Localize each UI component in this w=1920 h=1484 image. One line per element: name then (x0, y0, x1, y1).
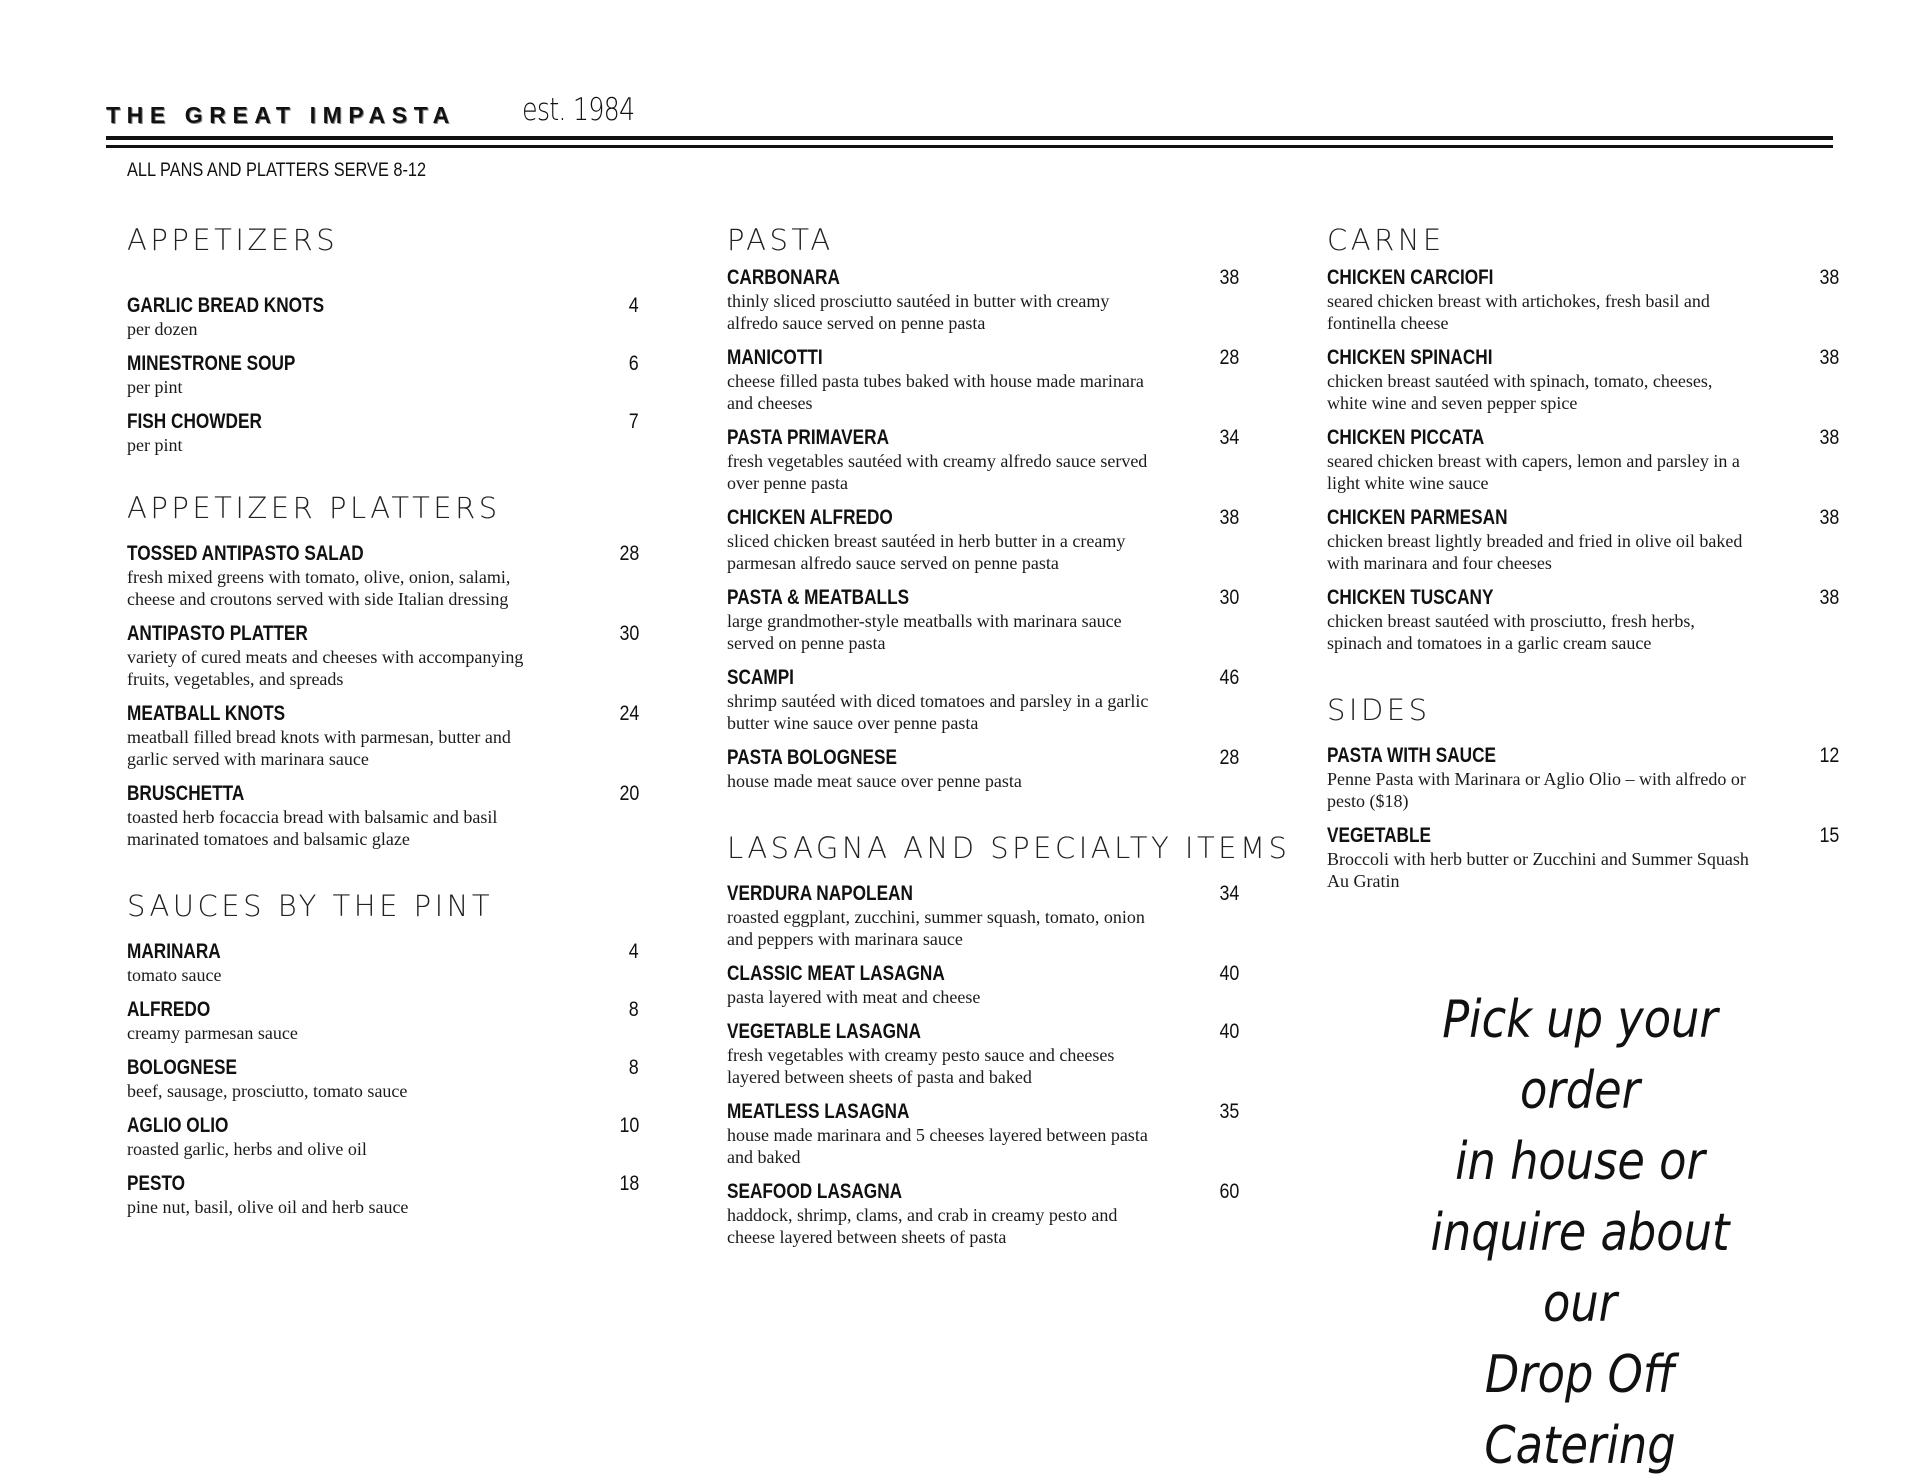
menu-item (127, 542, 639, 610)
serving-note: ALL PANS AND PLATTERS SERVE 8-12 (127, 160, 427, 181)
menu-item (127, 998, 639, 1044)
menu-item-price: 28 (619, 542, 639, 565)
menu-item-name: MANICOTTI (727, 346, 823, 369)
menu-item (727, 586, 1239, 654)
menu-item (127, 1172, 639, 1218)
menu-item-description: sliced chicken breast sautéed in herb butter in a creamy parmesan alfredo sauce served on penne pasta (727, 531, 1126, 573)
menu-item-name: MEATBALL KNOTS (127, 702, 286, 725)
menu-item (127, 702, 639, 770)
section-title: PASTA (727, 223, 834, 257)
menu-item-price: 38 (1819, 506, 1839, 529)
menu-item-price: 8 (629, 1056, 639, 1079)
menu-item-price: 38 (1819, 586, 1839, 609)
section-appetizers (127, 218, 639, 456)
menu-item-price: 8 (629, 998, 639, 1021)
menu-item-description: shrimp sautéed with diced tomatoes and parsley in a garlic butter wine sauce over penne pasta (727, 691, 1149, 733)
menu-column-left (127, 218, 639, 1252)
menu-item-price: 28 (1219, 746, 1239, 769)
section-title: LASAGNA AND SPECIALTY ITEMS (727, 831, 1291, 865)
menu-item-name: AGLIO OLIO (127, 1114, 229, 1137)
menu-item-price: 34 (1219, 882, 1239, 905)
menu-item-description: tomato sauce (127, 965, 222, 985)
menu-item (1327, 346, 1839, 414)
menu-item (1327, 824, 1839, 892)
menu-item-price: 24 (619, 702, 639, 725)
menu-item-name: ANTIPASTO PLATTER (127, 622, 308, 645)
menu-item (127, 622, 639, 690)
menu-item (1327, 744, 1839, 812)
menu-item (727, 266, 1239, 334)
menu-item-description: roasted eggplant, zucchini, summer squash, tomato, onion and peppers with marinara sauce (727, 907, 1145, 949)
header-rule-top (106, 136, 1833, 140)
menu-item-description: Broccoli with herb butter or Zucchini and Summer Squash Au Gratin (1327, 849, 1749, 891)
menu-item (127, 1114, 639, 1160)
menu-item-name: CHICKEN CARCIOFI (1327, 266, 1494, 289)
menu-item-name: PASTA PRIMAVERA (727, 426, 890, 449)
menu-item-description: per pint (127, 377, 183, 397)
menu-item-description: haddock, shrimp, clams, and crab in creamy pesto and cheese layered between sheets of pasta (727, 1205, 1118, 1247)
menu-item-name: SEAFOOD LASAGNA (727, 1180, 903, 1203)
menu-item-description: chicken breast sautéed with spinach, tomato, cheeses, white wine and seven pepper spice (1327, 371, 1713, 413)
menu-item-name: PASTA BOLOGNESE (727, 746, 897, 769)
section-appetizer-platters (127, 486, 639, 850)
menu-column-right (1327, 218, 1839, 926)
menu-item (727, 1180, 1239, 1248)
menu-item (127, 410, 639, 456)
catering-promo (1391, 985, 1769, 1482)
menu-item-description: fresh mixed greens with tomato, olive, onion, salami, cheese and croutons served with side Italian dressing (127, 567, 511, 609)
menu-item-price: 38 (1819, 426, 1839, 449)
section-title: SIDES (1327, 693, 1431, 727)
menu-item-price: 38 (1219, 506, 1239, 529)
menu-item-price: 10 (619, 1114, 639, 1137)
menu-item-name: FISH CHOWDER (127, 410, 262, 433)
menu-item-description: chicken breast sautéed with prosciutto, fresh herbs, spinach and tomatoes in a garlic cream sauce (1327, 611, 1695, 653)
menu-item-price: 20 (619, 782, 639, 805)
promo-line: in house or (1455, 1132, 1705, 1192)
menu-item (727, 346, 1239, 414)
menu-item-name: PASTA & MEATBALLS (727, 586, 910, 609)
menu-item (727, 882, 1239, 950)
section-title: APPETIZERS (127, 223, 339, 257)
menu-item-price: 38 (1819, 346, 1839, 369)
menu-item (1327, 506, 1839, 574)
section-carne (1327, 218, 1839, 654)
menu-item-description: fresh vegetables with creamy pesto sauce and cheeses layered between sheets of pasta and baked (727, 1045, 1115, 1087)
menu-item-name: BOLOGNESE (127, 1056, 238, 1079)
menu-item-price: 60 (1219, 1180, 1239, 1203)
menu-item (127, 940, 639, 986)
menu-item (1327, 266, 1839, 334)
menu-item-description: per dozen (127, 319, 198, 339)
promo-line: inquire about our (1430, 1203, 1730, 1334)
menu-item-price: 4 (629, 294, 639, 317)
header-rule-bottom (106, 145, 1833, 148)
menu-item-description: toasted herb focaccia bread with balsamic and basil marinated tomatoes and balsamic glaze (127, 807, 498, 849)
menu-item-name: CHICKEN TUSCANY (1327, 586, 1494, 609)
menu-item (1327, 426, 1839, 494)
promo-line: Pick up your order (1442, 990, 1718, 1121)
menu-item-name: BRUSCHETTA (127, 782, 245, 805)
menu-item (127, 782, 639, 850)
menu-item-name: MINESTRONE SOUP (127, 352, 296, 375)
menu-item-price: 12 (1819, 744, 1839, 767)
menu-item-name: GARLIC BREAD KNOTS (127, 294, 325, 317)
menu-item-price: 18 (619, 1172, 639, 1195)
menu-item-name: VEGETABLE LASAGNA (727, 1020, 921, 1043)
menu-item-price: 7 (629, 410, 639, 433)
menu-item-description: house made meat sauce over penne pasta (727, 771, 1022, 791)
menu-item-price: 35 (1219, 1100, 1239, 1123)
menu-item-price: 15 (1819, 824, 1839, 847)
menu-item-price: 46 (1219, 666, 1239, 689)
menu-item-price: 30 (619, 622, 639, 645)
menu-item (127, 352, 639, 398)
menu-item-price: 38 (1219, 266, 1239, 289)
menu-item-description: cheese filled pasta tubes baked with house made marinara and cheeses (727, 371, 1144, 413)
section-title: CARNE (1327, 223, 1445, 257)
menu-item-price: 40 (1219, 962, 1239, 985)
menu-item-description: Penne Pasta with Marinara or Aglio Olio – with alfredo or pesto ($18) (1327, 769, 1746, 811)
menu-item (727, 1100, 1239, 1168)
menu-item-price: 28 (1219, 346, 1239, 369)
menu-item-name: MEATLESS LASAGNA (727, 1100, 910, 1123)
menu-item-price: 40 (1219, 1020, 1239, 1043)
menu-item-name: CHICKEN PICCATA (1327, 426, 1485, 449)
menu-item-description: fresh vegetables sautéed with creamy alfredo sauce served over penne pasta (727, 451, 1148, 493)
menu-item-name: CHICKEN ALFREDO (727, 506, 893, 529)
menu-item-description: house made marinara and 5 cheeses layered between pasta and baked (727, 1125, 1148, 1167)
menu-item-description: pasta layered with meat and cheese (727, 987, 981, 1007)
menu-item (727, 1020, 1239, 1088)
menu-item-price: 4 (629, 940, 639, 963)
menu-item-description: beef, sausage, prosciutto, tomato sauce (127, 1081, 408, 1101)
menu-item-name: VERDURA NAPOLEAN (727, 882, 913, 905)
menu-item-name: MARINARA (127, 940, 221, 963)
menu-item-name: TOSSED ANTIPASTO SALAD (127, 542, 364, 565)
menu-item (727, 426, 1239, 494)
menu-item-description: thinly sliced prosciutto sautéed in butter with creamy alfredo sauce served on penne pasta (727, 291, 1110, 333)
menu-item-name: PESTO (127, 1172, 186, 1195)
menu-item-description: chicken breast lightly breaded and fried in olive oil baked with marinara and four cheeses (1327, 531, 1743, 573)
menu-item-price: 38 (1819, 266, 1839, 289)
menu-item-description: meatball filled bread knots with parmesan, butter and garlic served with marinara sauce (127, 727, 511, 769)
promo-line: Drop Off Catering (1484, 1345, 1676, 1476)
menu-item-name: PASTA WITH SAUCE (1327, 744, 1497, 767)
established-note: est. 1984 (522, 92, 635, 128)
menu-item (727, 962, 1239, 1008)
section-title: APPETIZER PLATTERS (127, 491, 501, 525)
section-pasta (727, 218, 1239, 792)
menu-item (127, 1056, 639, 1102)
menu-item-description: pine nut, basil, olive oil and herb sauce (127, 1197, 409, 1217)
menu-item-description: roasted garlic, herbs and olive oil (127, 1139, 367, 1159)
menu-item (727, 666, 1239, 734)
section-title: SAUCES BY THE PINT (127, 889, 494, 923)
section-sides (1327, 688, 1839, 892)
menu-item-name: CARBONARA (727, 266, 840, 289)
menu-item (727, 746, 1239, 792)
menu-item-name: SCAMPI (727, 666, 794, 689)
section-sauces (127, 884, 639, 1218)
menu-item-description: seared chicken breast with capers, lemon and parsley in a light white wine sauce (1327, 451, 1740, 493)
menu-item-name: CHICKEN PARMESAN (1327, 506, 1508, 529)
menu-item-name: CLASSIC MEAT LASAGNA (727, 962, 945, 985)
menu-item-description: per pint (127, 435, 183, 455)
menu-item (1327, 586, 1839, 654)
menu-item-description: large grandmother-style meatballs with marinara sauce served on penne pasta (727, 611, 1122, 653)
menu-item-price: 34 (1219, 426, 1239, 449)
menu-item-name: ALFREDO (127, 998, 211, 1021)
menu-item-price: 30 (1219, 586, 1239, 609)
menu-item-description: creamy parmesan sauce (127, 1023, 298, 1043)
menu-item-name: VEGETABLE (1327, 824, 1431, 847)
menu-item-description: seared chicken breast with artichokes, fresh basil and fontinella cheese (1327, 291, 1710, 333)
brand-name: THE GREAT IMPASTA (106, 102, 456, 128)
section-lasagna (727, 826, 1291, 1248)
menu-column-middle (727, 218, 1291, 1282)
menu-item-name: CHICKEN SPINACHI (1327, 346, 1493, 369)
menu-item-description: variety of cured meats and cheeses with accompanying fruits, vegetables, and spreads (127, 647, 524, 689)
menu-item (127, 294, 639, 340)
menu-item (727, 506, 1239, 574)
menu-item-price: 6 (629, 352, 639, 375)
